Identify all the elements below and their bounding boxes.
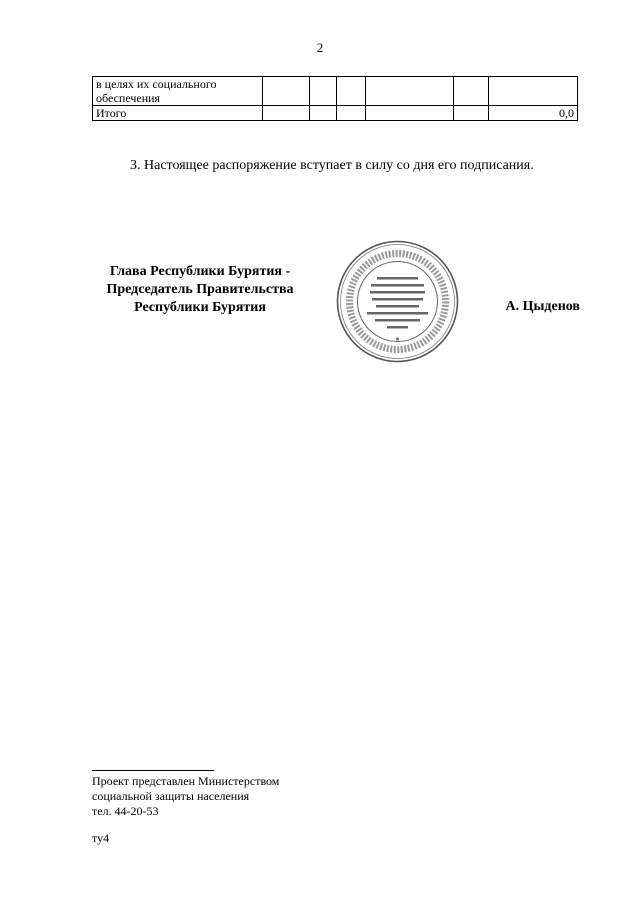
continuation-table bbox=[92, 76, 578, 121]
table-cell bbox=[454, 106, 489, 121]
table-row bbox=[93, 106, 578, 121]
table-cell bbox=[262, 77, 309, 106]
footnote bbox=[92, 774, 279, 819]
table-cell bbox=[454, 77, 489, 106]
table-cell bbox=[262, 106, 309, 121]
footnote-line: социальной защиты населения bbox=[92, 789, 250, 803]
table-cell: Итого bbox=[93, 106, 263, 121]
signatory-title-line: Глава Республики Бурятия - bbox=[109, 264, 291, 279]
signatory-title-line: Председатель Правительства bbox=[106, 282, 294, 297]
signatory-title bbox=[90, 263, 310, 317]
footnote-divider bbox=[92, 770, 214, 771]
footnote-line: Проект представлен Министерством bbox=[92, 774, 280, 788]
table-row bbox=[93, 77, 578, 106]
official-seal-icon bbox=[335, 239, 460, 364]
table-cell bbox=[366, 77, 454, 106]
table-cell bbox=[309, 77, 336, 106]
table-cell bbox=[309, 106, 336, 121]
table-cell bbox=[489, 77, 578, 106]
footnote-line: тел. 44-20-53 bbox=[92, 804, 159, 818]
table-cell bbox=[336, 106, 366, 121]
table-cell bbox=[336, 77, 366, 106]
table-cell: 0,0 bbox=[489, 106, 578, 121]
document-code: ту4 bbox=[92, 831, 110, 845]
signatory-name: А. Цыденов bbox=[505, 299, 580, 314]
paragraph-3: 3. Настоящее распоряжение вступает в силу со дня его подписания. bbox=[130, 158, 534, 173]
table-cell: в целях их социального обеспечения bbox=[93, 77, 263, 106]
table-cell bbox=[366, 106, 454, 121]
signatory-title-line: Республики Бурятия bbox=[134, 300, 266, 315]
page-number: 2 bbox=[316, 40, 324, 55]
